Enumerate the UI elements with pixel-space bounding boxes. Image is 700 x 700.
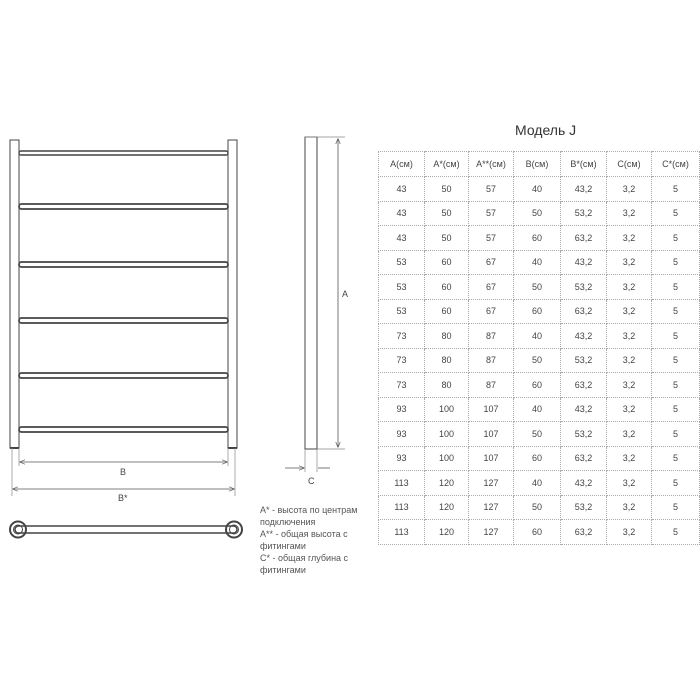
table-row (379, 495, 700, 520)
table-cell: 80 (425, 348, 469, 373)
table-cell: 5 (652, 471, 700, 496)
table-cell: 40 (514, 397, 561, 422)
column-header: A**(см) (469, 152, 514, 177)
crossbars (19, 151, 228, 432)
table-row (379, 275, 700, 300)
table-cell: 53 (379, 275, 425, 300)
table-cell: 53,2 (561, 201, 607, 226)
table-cell: 3,2 (607, 373, 652, 398)
table-cell: 43,2 (561, 471, 607, 496)
table-cell: 5 (652, 446, 700, 471)
table-cell: 5 (652, 348, 700, 373)
table-row (379, 422, 700, 447)
table-cell: 50 (514, 495, 561, 520)
table-row (379, 177, 700, 202)
front-view (10, 140, 237, 496)
table-cell: 5 (652, 201, 700, 226)
table-cell: 107 (469, 422, 514, 447)
table-cell: 43 (379, 201, 425, 226)
table-row (379, 520, 700, 545)
table-cell: 100 (425, 397, 469, 422)
side-upright (305, 137, 317, 449)
table-cell: 5 (652, 275, 700, 300)
table-cell: 43,2 (561, 397, 607, 422)
table-cell: 3,2 (607, 397, 652, 422)
table-cell: 87 (469, 348, 514, 373)
table-cell: 3,2 (607, 446, 652, 471)
table-cell: 50 (514, 422, 561, 447)
table-cell: 63,2 (561, 299, 607, 324)
table-cell: 5 (652, 520, 700, 545)
table-cell: 120 (425, 471, 469, 496)
table-cell: 40 (514, 250, 561, 275)
table-row (379, 299, 700, 324)
table-cell: 3,2 (607, 422, 652, 447)
table-cell: 5 (652, 495, 700, 520)
table-cell: 43 (379, 177, 425, 202)
table-cell: 5 (652, 250, 700, 275)
table-cell: 43,2 (561, 324, 607, 349)
table-cell: 60 (514, 446, 561, 471)
column-header: B(см) (514, 152, 561, 177)
table-cell: 113 (379, 495, 425, 520)
table-cell: 50 (514, 201, 561, 226)
table-row (379, 250, 700, 275)
table-cell: 120 (425, 520, 469, 545)
table-cell: 67 (469, 275, 514, 300)
table-cell: 63,2 (561, 520, 607, 545)
table-cell: 87 (469, 324, 514, 349)
table-cell: 113 (379, 520, 425, 545)
table-cell: 3,2 (607, 324, 652, 349)
table-cell: 3,2 (607, 299, 652, 324)
table-cell: 3,2 (607, 201, 652, 226)
column-header: A(см) (379, 152, 425, 177)
table-cell: 5 (652, 177, 700, 202)
table-cell: 127 (469, 520, 514, 545)
table-cell: 40 (514, 324, 561, 349)
table-cell: 57 (469, 177, 514, 202)
column-header: B*(см) (561, 152, 607, 177)
top-view (10, 522, 242, 538)
table-cell: 3,2 (607, 348, 652, 373)
table-cell: 60 (514, 299, 561, 324)
table-cell: 5 (652, 422, 700, 447)
table-cell: 57 (469, 201, 514, 226)
table-cell: 120 (425, 495, 469, 520)
note-line: фитингами (260, 541, 306, 551)
table-row (379, 324, 700, 349)
table-cell: 40 (514, 177, 561, 202)
table-cell: 3,2 (607, 177, 652, 202)
table-row (379, 471, 700, 496)
side-view (285, 137, 345, 472)
note-line: C* - общая глубина с (260, 553, 349, 563)
table-cell: 113 (379, 471, 425, 496)
table-cell: 67 (469, 250, 514, 275)
table-cell: 60 (514, 226, 561, 251)
table-cell: 5 (652, 324, 700, 349)
column-header: C*(см) (652, 152, 700, 177)
table-cell: 3,2 (607, 226, 652, 251)
table-cell: 53,2 (561, 348, 607, 373)
table-cell: 57 (469, 226, 514, 251)
table-cell: 5 (652, 373, 700, 398)
table-cell: 50 (514, 348, 561, 373)
table-cell: 53 (379, 250, 425, 275)
table-row (379, 348, 700, 373)
table-cell: 53 (379, 299, 425, 324)
table-cell: 67 (469, 299, 514, 324)
table-cell: 5 (652, 226, 700, 251)
table-cell: 3,2 (607, 250, 652, 275)
table-cell: 63,2 (561, 226, 607, 251)
table-row (379, 373, 700, 398)
table-cell: 3,2 (607, 520, 652, 545)
table-cell: 60 (514, 373, 561, 398)
table-row (379, 201, 700, 226)
table-cell: 93 (379, 397, 425, 422)
table-cell: 43,2 (561, 250, 607, 275)
table-cell: 53,2 (561, 422, 607, 447)
table-cell: 127 (469, 495, 514, 520)
table-cell: 53,2 (561, 495, 607, 520)
table-cell: 5 (652, 299, 700, 324)
note-line: A** - общая высота с (260, 529, 348, 539)
table-cell: 107 (469, 446, 514, 471)
table-row (379, 226, 700, 251)
dimension-c-label: C (308, 476, 315, 486)
table-cell: 60 (425, 275, 469, 300)
column-header: C(см) (607, 152, 652, 177)
table-cell: 107 (469, 397, 514, 422)
table-cell: 127 (469, 471, 514, 496)
table-cell: 100 (425, 446, 469, 471)
table-cell: 60 (425, 299, 469, 324)
spec-table (378, 151, 700, 545)
left-upright (10, 140, 19, 448)
table-cell: 40 (514, 471, 561, 496)
table-cell: 73 (379, 324, 425, 349)
table-cell: 93 (379, 422, 425, 447)
table-cell: 60 (425, 250, 469, 275)
table-cell: 43,2 (561, 177, 607, 202)
table-cell: 3,2 (607, 471, 652, 496)
note-line: фитингами (260, 565, 306, 575)
table-cell: 80 (425, 373, 469, 398)
table-cell: 73 (379, 373, 425, 398)
table-cell: 50 (425, 201, 469, 226)
table-cell: 60 (514, 520, 561, 545)
table-cell: 63,2 (561, 373, 607, 398)
table-header-row (379, 152, 700, 177)
table-cell: 100 (425, 422, 469, 447)
table-cell: 3,2 (607, 275, 652, 300)
table-cell: 50 (425, 177, 469, 202)
table-cell: 73 (379, 348, 425, 373)
table-row (379, 446, 700, 471)
table-cell: 80 (425, 324, 469, 349)
dimension-b-star-label: B* (118, 493, 128, 503)
right-upright (228, 140, 237, 448)
note-line: подключения (260, 517, 316, 527)
table-cell: 53,2 (561, 275, 607, 300)
table-cell: 43 (379, 226, 425, 251)
dimension-b-label: B (120, 467, 127, 477)
table-cell: 5 (652, 397, 700, 422)
table-cell: 3,2 (607, 495, 652, 520)
model-title: Модель J (515, 122, 577, 138)
table-cell: 93 (379, 446, 425, 471)
dimension-a-label: A (342, 289, 349, 299)
table-cell: 50 (425, 226, 469, 251)
column-header: A*(см) (425, 152, 469, 177)
table-cell: 50 (514, 275, 561, 300)
table-cell: 63,2 (561, 446, 607, 471)
note-line: A* - высота по центрам (260, 505, 358, 515)
table-cell: 87 (469, 373, 514, 398)
table-row (379, 397, 700, 422)
